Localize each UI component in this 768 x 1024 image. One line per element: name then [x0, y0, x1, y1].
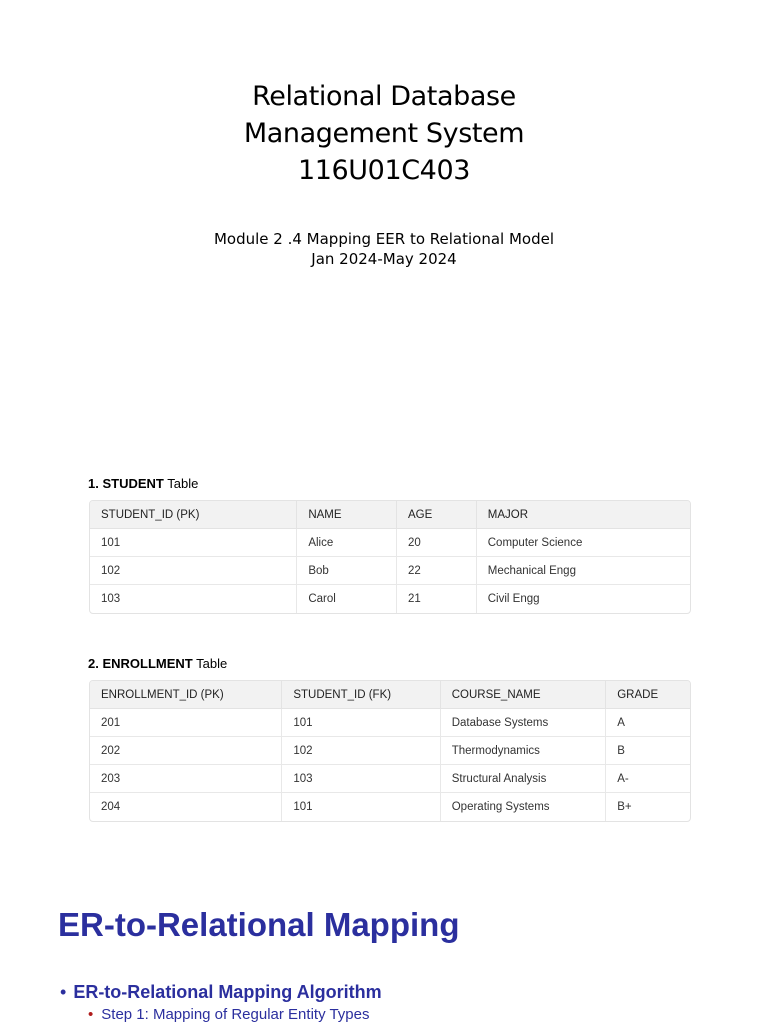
column-header: NAME [297, 501, 397, 529]
table-cell: 204 [90, 793, 282, 821]
enrollment-table [89, 680, 691, 822]
caption-suffix: Table [196, 656, 228, 671]
table-cell: Carol [297, 585, 397, 613]
table-row [90, 793, 690, 821]
section-heading: ER-to-Relational Mapping [58, 906, 460, 943]
student-table-caption [88, 476, 198, 491]
table-cell: Thermodynamics [441, 737, 606, 765]
table-cell: A [606, 709, 690, 737]
table-cell: B [606, 737, 690, 765]
table-cell: 101 [90, 529, 297, 557]
table-row [90, 557, 690, 585]
table-cell: 103 [90, 585, 297, 613]
bullet-marker: • [60, 982, 67, 1002]
table-cell: B+ [617, 801, 632, 813]
table-header-row [90, 681, 690, 709]
caption-table-name: STUDENT [102, 476, 164, 491]
table-cell: 20 [397, 529, 477, 557]
subtitle-block [0, 229, 768, 269]
table-cell: Structural Analysis [441, 765, 606, 793]
table-cell: 203 [90, 765, 282, 793]
table-header-row [90, 501, 690, 529]
column-header: MAJOR [477, 501, 690, 529]
module-title: Module 2 .4 Mapping EER to Relational Model [213, 230, 555, 248]
column-header: COURSE_NAME [441, 681, 606, 709]
table-cell: 101 [282, 709, 440, 737]
sub-bullet-text: Step 1: Mapping of Regular Entity Types [101, 1006, 370, 1023]
table-cell: 103 [282, 765, 440, 793]
table-cell: 102 [282, 737, 440, 765]
enrollment-table-caption [88, 656, 227, 671]
column-header: ENROLLMENT_ID (PK) [90, 681, 282, 709]
column-header: GRADE [606, 681, 690, 709]
sub-bullet-marker: • [88, 1006, 94, 1023]
table-cell: Civil Engg [487, 593, 540, 605]
caption-suffix: Table [167, 476, 199, 491]
table-cell: 202 [90, 737, 282, 765]
column-header: STUDENT_ID (FK) [282, 681, 440, 709]
table-cell: A- [606, 765, 690, 793]
caption-number: 1. [88, 476, 99, 491]
table-cell: Mechanical Engg [477, 557, 690, 585]
table-row [90, 529, 690, 557]
table-cell: Computer Science [477, 529, 690, 557]
course-code: 116U01C403 [297, 155, 471, 186]
table-cell: 101 [282, 793, 440, 821]
table-cell: 22 [397, 557, 477, 585]
table-row [90, 765, 690, 793]
table-cell: Database Systems [441, 709, 606, 737]
bullet-text: ER-to-Relational Mapping Algorithm [73, 982, 382, 1002]
page-title-line-1: Relational Database [252, 81, 516, 112]
table-cell: 21 [397, 585, 477, 613]
caption-table-name: ENROLLMENT [102, 656, 193, 671]
table-cell: Bob [297, 557, 397, 585]
column-header: AGE [397, 501, 477, 529]
table-row [90, 709, 690, 737]
table-cell: Alice [297, 529, 397, 557]
column-header: STUDENT_ID (PK) [90, 501, 297, 529]
sub-bullet-item [88, 1006, 369, 1023]
table-cell: 102 [90, 557, 297, 585]
table-row [90, 585, 690, 613]
table-cell: Operating Systems [441, 793, 606, 821]
table-cell: 201 [90, 709, 282, 737]
student-table [89, 500, 691, 614]
caption-number: 2. [88, 656, 99, 671]
term-dates: Jan 2024-May 2024 [311, 250, 457, 268]
title-block [0, 78, 768, 189]
table-row [90, 737, 690, 765]
page-title-line-2: Management System [243, 118, 525, 149]
bullet-item [60, 982, 382, 1003]
